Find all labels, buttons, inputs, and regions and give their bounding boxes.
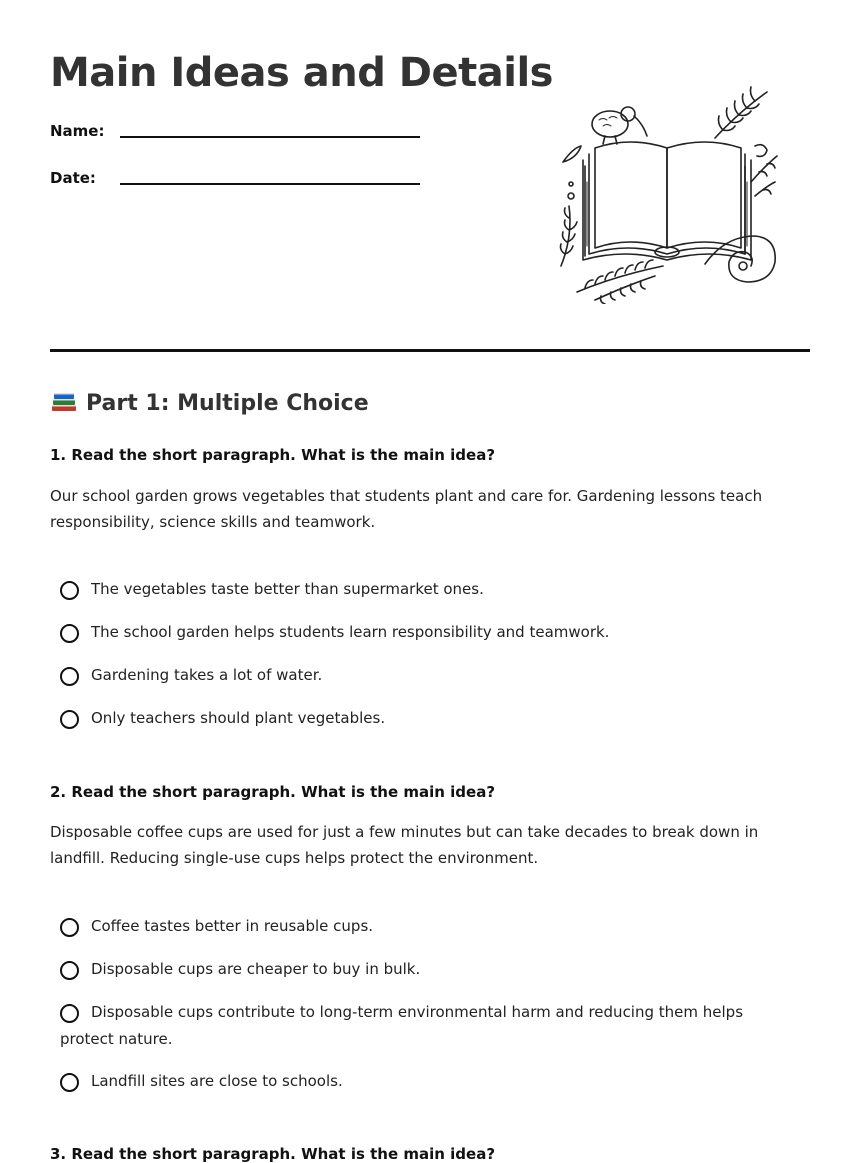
part1-heading [50,388,369,416]
option-label: Coffee tastes better in reusable cups. [91,917,374,935]
part1-heading-text: Part 1: Multiple Choice [86,391,369,416]
option-label: Disposable cups are cheaper to buy in bulk. [91,960,421,978]
name-field [50,122,104,140]
question-1-option-3[interactable] [60,662,780,689]
question-2-option-3[interactable] [60,999,780,1053]
radio-button[interactable] [60,961,79,980]
radio-button[interactable] [60,1004,79,1023]
page-title: Main Ideas and Details [50,50,553,96]
radio-button[interactable] [60,710,79,729]
question-2-prompt: 2. Read the short paragraph. What is the main idea? [50,783,496,801]
option-label: Landfill sites are close to schools. [91,1072,343,1090]
question-1-passage: Our school garden grows vegetables that students plant and care for. Gardening lessons teach responsibility, science skills and teamwork. [50,487,763,531]
option-label: Disposable cups contribute to long-term environmental harm and reducing them helps protect nature. [60,1003,744,1048]
question-1-prompt: 1. Read the short paragraph. What is the main idea? [50,446,496,464]
radio-button[interactable] [60,624,79,643]
question-2-passage: Disposable coffee cups are used for just a few minutes but can take decades to break down in landfill. Reducing single-use cups helps protect the environment. [50,823,759,867]
question-2-option-2[interactable] [60,956,780,983]
radio-button[interactable] [60,667,79,686]
date-field [50,169,96,187]
radio-button[interactable] [60,1073,79,1092]
date-label: Date: [50,169,96,187]
option-label: Gardening takes a lot of water. [91,666,323,684]
option-label: Only teachers should plant vegetables. [91,709,386,727]
books-icon [50,388,78,414]
question-1-option-1[interactable] [60,576,780,603]
open-book-kiwi-fern-icon [555,86,783,304]
question-1-option-4[interactable] [60,705,780,732]
option-label: The vegetables taste better than supermarket ones. [91,580,484,598]
section-divider [50,349,810,352]
name-input-line[interactable] [120,136,420,138]
question-3-prompt: 3. Read the short paragraph. What is the main idea? [50,1145,496,1163]
date-input-line[interactable] [120,183,420,185]
question-2-option-1[interactable] [60,913,780,940]
question-2-option-4[interactable] [60,1068,780,1095]
option-label: The school garden helps students learn responsibility and teamwork. [91,623,610,641]
question-1-option-2[interactable] [60,619,780,646]
radio-button[interactable] [60,918,79,937]
radio-button[interactable] [60,581,79,600]
name-label: Name: [50,122,105,140]
